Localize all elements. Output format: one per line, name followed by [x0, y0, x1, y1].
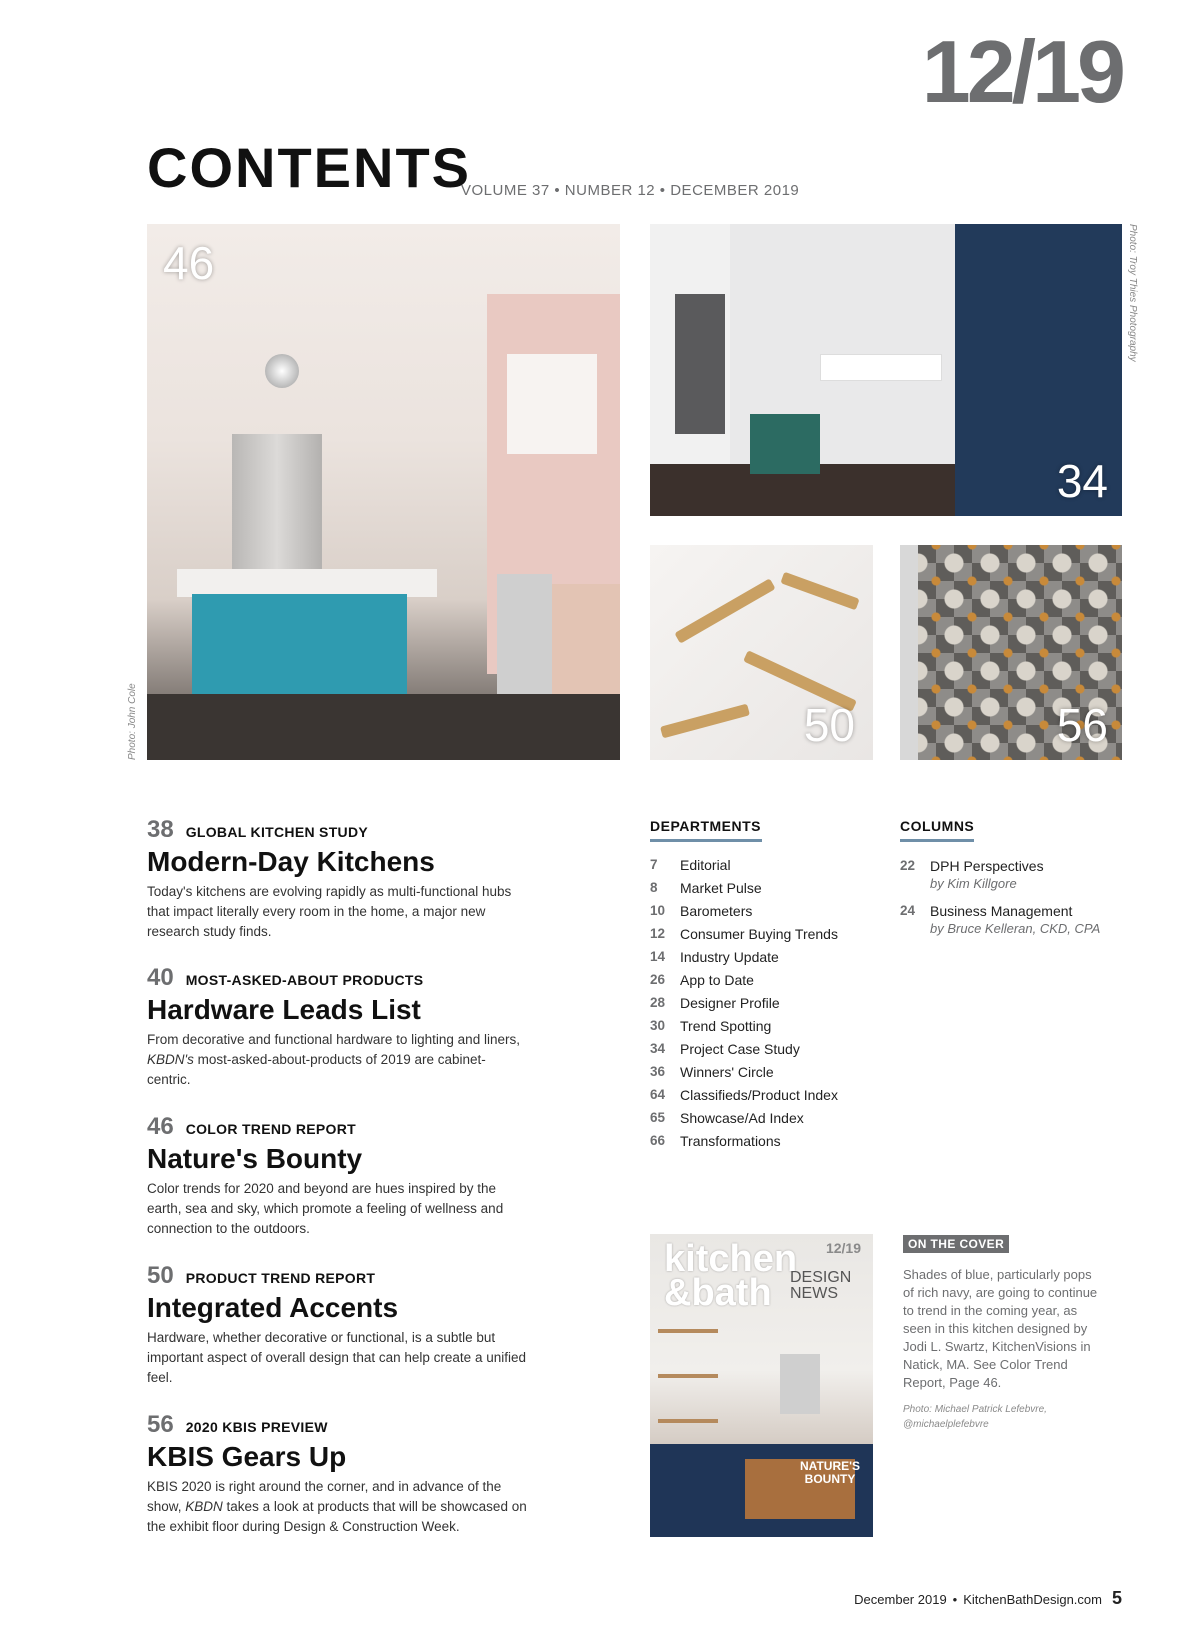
- department-title: Winners' Circle: [680, 1063, 774, 1080]
- department-page: 7: [650, 857, 658, 872]
- feature-page: 40: [147, 964, 174, 991]
- column-item[interactable]: [900, 903, 1122, 936]
- feature-article[interactable]: [147, 964, 547, 1090]
- feature-description: [147, 1477, 527, 1537]
- columns-section: [900, 818, 1122, 936]
- photo-rug: [750, 414, 820, 474]
- department-item[interactable]: [650, 853, 870, 876]
- department-item[interactable]: [650, 1083, 870, 1106]
- department-item[interactable]: [650, 922, 870, 945]
- photo-pendant: [265, 354, 299, 388]
- department-title: Barometers: [680, 902, 753, 919]
- cover-tagline: NATURE'S BOUNTY: [800, 1459, 860, 1486]
- photo-pull: [674, 578, 775, 643]
- feature-title[interactable]: Hardware Leads List: [147, 994, 421, 1025]
- volume-info: VOLUME 37 • NUMBER 12 • DECEMBER 2019: [461, 182, 800, 199]
- feature-title[interactable]: Modern-Day Kitchens: [147, 846, 435, 877]
- feature-description-emphasis: KBDN: [185, 1499, 223, 1515]
- column-title: DPH Perspectives: [930, 858, 1044, 874]
- photo-table: [820, 354, 942, 381]
- photo-credit: Photo: John Cole: [127, 683, 138, 760]
- department-page: 34: [650, 1041, 666, 1056]
- column-item[interactable]: [900, 858, 1122, 891]
- feature-title[interactable]: KBIS Gears Up: [147, 1441, 347, 1472]
- department-page: 30: [650, 1018, 666, 1033]
- feature-kicker: GLOBAL KITCHEN STUDY: [185, 824, 369, 840]
- page-number: 5: [1111, 1588, 1122, 1608]
- photo-hood: [507, 354, 597, 454]
- departments-section: [650, 818, 870, 1152]
- columns-heading: COLUMNS: [900, 818, 975, 834]
- department-item[interactable]: [650, 968, 870, 991]
- column-author: by Bruce Kelleran, CKD, CPA: [930, 921, 1101, 936]
- column-title: Business Management: [930, 903, 1073, 919]
- cover-issue: 12/19: [825, 1240, 861, 1256]
- photo-page-number: 50: [803, 699, 855, 751]
- feature-title[interactable]: Integrated Accents: [147, 1292, 399, 1323]
- footer-date: December 2019: [854, 1592, 947, 1607]
- columns-rule: [900, 839, 974, 842]
- cover-masthead: NEWS: [790, 1285, 838, 1302]
- department-page: 28: [650, 995, 666, 1010]
- cover-masthead: DESIGN: [790, 1269, 852, 1286]
- feature-page: 50: [147, 1262, 174, 1289]
- department-item[interactable]: [650, 991, 870, 1014]
- department-item[interactable]: [650, 1129, 870, 1152]
- cover-shelf: [658, 1374, 718, 1378]
- feature-kicker: MOST-ASKED-ABOUT PRODUCTS: [185, 972, 424, 988]
- page-footer: [854, 1588, 1122, 1609]
- department-title: Classifieds/Product Index: [680, 1086, 838, 1103]
- department-title: Market Pulse: [680, 879, 762, 896]
- photo-pull: [780, 572, 859, 611]
- photo-island-top: [177, 569, 437, 597]
- feature-description: Hardware, whether decorative or functional, is a subtle but important aspect of overall design that can help create a unified feel.: [147, 1330, 526, 1386]
- department-title: Designer Profile: [680, 994, 780, 1011]
- feature-description-text: most-asked-about-products of 2019 are cabinet-centric.: [147, 1052, 486, 1088]
- departments-heading: DEPARTMENTS: [650, 818, 762, 834]
- feature-kicker: 2020 KBIS PREVIEW: [185, 1419, 328, 1435]
- feature-description-text: takes a look at products that will be showcased on the exhibit floor during Design & Construction Week.: [147, 1499, 527, 1535]
- department-item[interactable]: [650, 1037, 870, 1060]
- cover-masthead: &bath: [664, 1272, 772, 1314]
- on-the-cover-text: Shades of blue, particularly pops of rich navy, are going to continue to trend in the coming year, as seen in this kitchen designed by Jodi L. Swartz, KitchenVisions in Natick, MA. See Color Trend Report, Page 46.: [903, 1267, 1098, 1390]
- photo-ovens: [675, 294, 725, 434]
- feature-article[interactable]: [147, 816, 547, 942]
- department-title: Showcase/Ad Index: [680, 1109, 804, 1126]
- feature-description: [147, 1030, 527, 1090]
- department-item[interactable]: [650, 1060, 870, 1083]
- department-title: Consumer Buying Trends: [680, 925, 838, 942]
- department-title: Project Case Study: [680, 1040, 800, 1057]
- photo-page-number: 34: [1056, 455, 1108, 507]
- department-item[interactable]: [650, 876, 870, 899]
- feature-title[interactable]: Nature's Bounty: [147, 1143, 363, 1174]
- department-page: 66: [650, 1133, 666, 1148]
- feature-page: 56: [147, 1411, 174, 1438]
- cover-masthead: kitchen: [664, 1238, 798, 1280]
- photo-door: [900, 545, 918, 760]
- department-item[interactable]: [650, 945, 870, 968]
- cover-shelf: [658, 1329, 718, 1333]
- photo-tile-56[interactable]: [900, 545, 1122, 760]
- department-title: App to Date: [680, 971, 754, 988]
- department-page: 26: [650, 972, 666, 987]
- departments-rule: [650, 839, 762, 842]
- department-page: 65: [650, 1110, 666, 1125]
- department-title: Trend Spotting: [680, 1017, 772, 1034]
- column-page: 22: [900, 858, 916, 873]
- department-page: 36: [650, 1064, 666, 1079]
- department-title: Industry Update: [680, 948, 779, 965]
- on-the-cover-label: ON THE COVER: [903, 1235, 1009, 1253]
- photo-floor: [147, 694, 620, 760]
- feature-article[interactable]: [147, 1113, 547, 1239]
- on-the-cover-credit: Photo: Michael Patrick Lefebvre, @michaelplefebvre: [903, 1404, 1047, 1430]
- department-page: 8: [650, 880, 658, 895]
- photo-kitchen-46[interactable]: [147, 224, 620, 760]
- department-title: Transformations: [680, 1132, 781, 1149]
- photo-hardware-50[interactable]: [650, 545, 873, 760]
- page-title: CONTENTS: [147, 136, 471, 199]
- department-item[interactable]: [650, 1014, 870, 1037]
- feature-article[interactable]: [147, 1411, 547, 1537]
- department-item[interactable]: [650, 1106, 870, 1129]
- photo-stove: [497, 574, 552, 694]
- feature-description-text: KBIS 2020 is right around the corner, and in advance of the show,: [147, 1479, 502, 1515]
- cover-shelf: [658, 1419, 718, 1423]
- feature-page: 46: [147, 1113, 174, 1140]
- feature-article[interactable]: [147, 1262, 547, 1388]
- feature-kicker: PRODUCT TREND REPORT: [185, 1270, 376, 1286]
- cover-hood: [780, 1354, 820, 1414]
- feature-description-emphasis: KBDN's: [147, 1052, 194, 1068]
- photo-kitchen-34[interactable]: [650, 224, 1122, 516]
- footer-separator: •: [952, 1592, 958, 1607]
- departments-list: [650, 853, 870, 1152]
- department-page: 12: [650, 926, 666, 941]
- photo-pull: [660, 704, 750, 739]
- department-page: 10: [650, 903, 666, 918]
- photo-page-number: 46: [163, 237, 215, 289]
- cover-thumbnail[interactable]: [650, 1234, 873, 1537]
- column-author: by Kim Killgore: [930, 876, 1017, 891]
- photo-credit: Photo: Troy Thies Photography: [1127, 224, 1138, 362]
- feature-description: Today's kitchens are evolving rapidly as multi-functional hubs that impact literally every room in the home, a major new research study finds.: [147, 884, 512, 940]
- department-item[interactable]: [650, 899, 870, 922]
- footer-site[interactable]: KitchenBathDesign.com: [963, 1592, 1102, 1607]
- feature-description: Color trends for 2020 and beyond are hues inspired by the earth, sea and sky, which promote a feeling of wellness and connection to the outdoors.: [147, 1181, 504, 1237]
- feature-page: 38: [147, 816, 174, 843]
- column-page: 24: [900, 903, 916, 918]
- photo-page-number: 56: [1056, 699, 1108, 751]
- department-title: Editorial: [680, 856, 731, 873]
- issue-number: 12/19: [921, 22, 1122, 121]
- feature-kicker: COLOR TREND REPORT: [185, 1121, 356, 1137]
- feature-description-text: From decorative and functional hardware to lighting and liners,: [147, 1032, 520, 1048]
- department-page: 64: [650, 1087, 666, 1102]
- department-page: 14: [650, 949, 666, 964]
